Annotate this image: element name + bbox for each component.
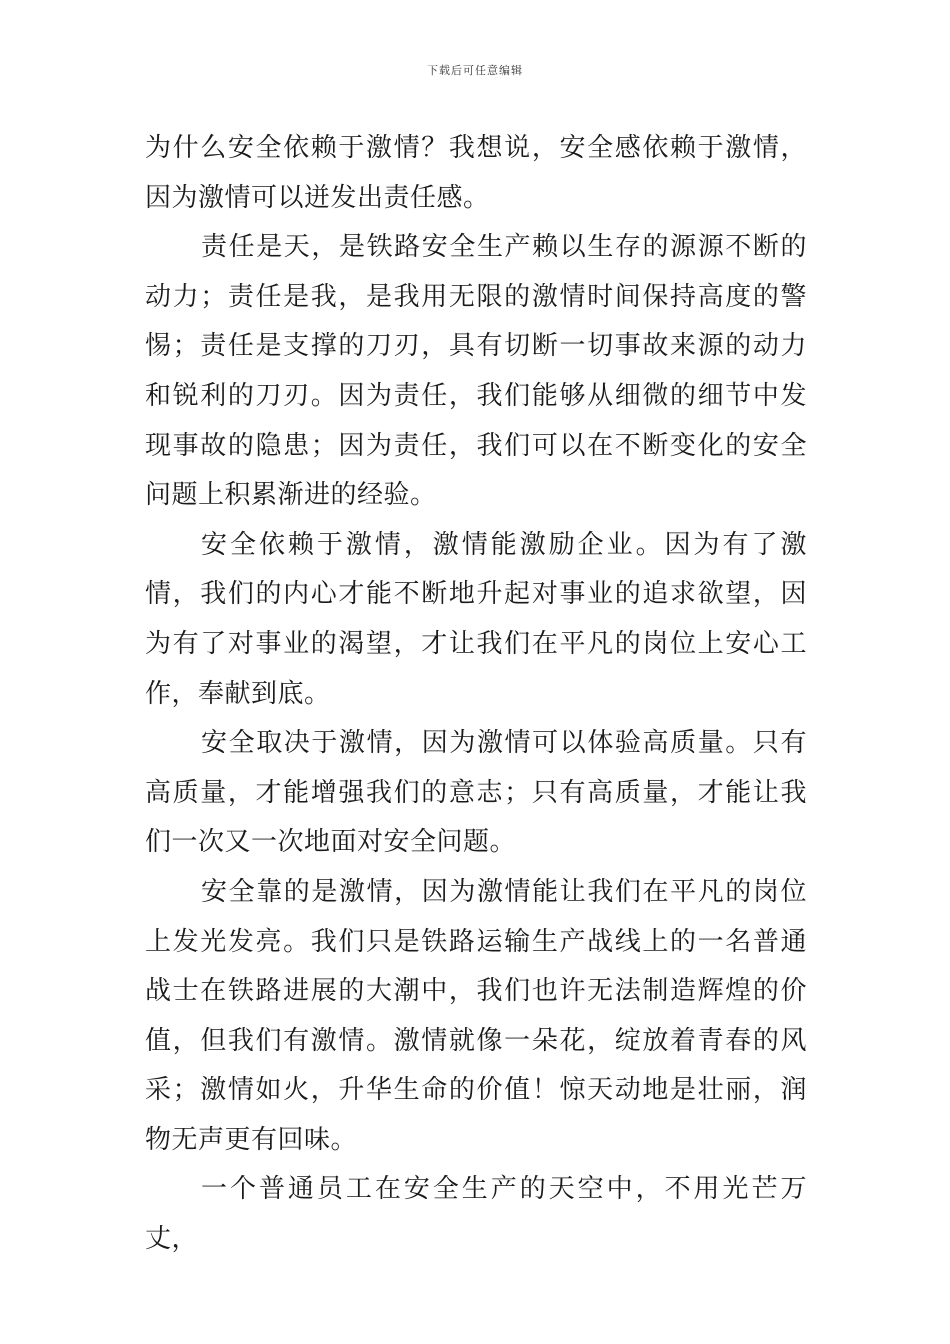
page-header-note: 下载后可任意编辑 — [427, 64, 523, 77]
paragraph-6: 一个普通员工在安全生产的天空中，不用光芒万丈， — [145, 1174, 807, 1255]
paragraph-3: 安全依赖于激情，激情能激励企业。因为有了激情，我们的内心才能不断地升起对事业的追求欲望，因为有了对事业的渴望，才让我们在平凡的岗位上安心工作，奉献到底。 — [145, 529, 807, 709]
paragraph-2: 责任是天，是铁路安全生产赖以生存的源源不断的动力；责任是我，是我用无限的激情时间保持高度的警惕；责任是支撑的刀刃，具有切断一切事故来源的动力和锐利的刀刃。因为责任，我们能够从细微的细节中发现事故的隐患；因为责任，我们可以在不断变化的安全问题上积累渐进的经验。 — [145, 232, 807, 511]
document-body — [145, 124, 807, 1265]
paragraph-4: 安全取决于激情，因为激情可以体验高质量。只有高质量，才能增强我们的意志；只有高质量，才能让我们一次又一次地面对安全问题。 — [145, 728, 807, 858]
paragraph-5: 安全靠的是激情，因为激情能让我们在平凡的岗位上发光发亮。我们只是铁路运输生产战线上的一名普通战士在铁路进展的大潮中，我们也许无法制造辉煌的价值，但我们有激情。激情就像一朵花，绽放着青春的风采；激情如火，升华生命的价值！惊天动地是壮丽，润物无声更有回味。 — [145, 876, 807, 1155]
paragraph-1: 为什么安全依赖于激情？我想说，安全感依赖于激情，因为激情可以迸发出责任感。 — [145, 133, 807, 213]
